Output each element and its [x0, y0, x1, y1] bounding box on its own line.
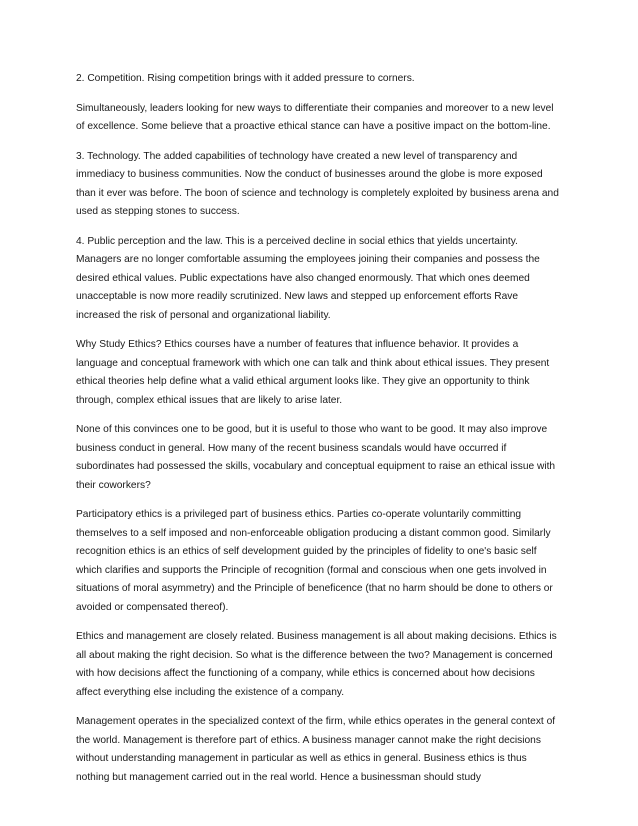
paragraph-technology: 3. Technology. The added capabilities of technology have created a new level of transparency and immediacy to business communities. Now the conduct of businesses around the globe is more exposed than it ever was before. The boon of science and technology is completely exploited by business arena and used as stepping stones to success. [76, 150, 559, 217]
document-body [76, 70, 562, 798]
paragraph-participatory-ethics: Participatory ethics is a privileged part of business ethics. Parties co-operate voluntarily committing themselves to a self imposed and non-enforceable obligation producing a distant common good. Similarly recognition ethics is an ethics of self development guided by the principles of fidelity to one's basic self which clarifies and supports the Principle of recognition (formal and conscious when one gets involved in situations of moral asymmetry) and the Principle of beneficence (that no harm should be done to others or avoided or compensated thereof). [76, 509, 553, 613]
paragraph-ethics-management: Ethics and management are closely related. Business management is all about making decisions. Ethics is all about making the right decision. So what is the difference between the two? Management is concerned with how decisions affect the functioning of a company, while ethics is concerned about how decisions affect everything else including the existence of a company. [76, 631, 557, 698]
paragraph-competition: 2. Competition. Rising competition brings with it added pressure to corners. [76, 73, 415, 84]
paragraph-differentiation: Simultaneously, leaders looking for new ways to differentiate their companies and moreover to a new level of excellence. Some believe that a proactive ethical stance can have a positive impact on the bottom-line. [76, 102, 554, 132]
paragraph-management-context: Management operates in the specialized context of the firm, while ethics operates in the general context of the world. Management is therefore part of ethics. A business manager cannot make the right decisions without understanding management in particular as well as ethics in general. Business ethics is thus nothing but management carried out in the real world. Hence a businessman should study [76, 716, 556, 783]
paragraph-public-perception: 4. Public perception and the law. This is a perceived decline in social ethics that yields uncertainty. Managers are no longer comfortable assuming the employees joining their companies and possess the desired ethical values. Public expectations have also changed enormously. That which ones deemed unacceptable is now more readily scrutinized. New laws and stepped up enforcement efforts Rave increased the risk of personal and organizational liability. [76, 235, 540, 321]
paragraph-why-study-ethics: Why Study Ethics? Ethics courses have a number of features that influence behavior. It provides a language and conceptual framework with which one can talk and think about ethical issues. They present ethical theories help define what a valid ethical argument looks like. They give an opportunity to think through, complex ethical issues that are likely to arise later. [76, 339, 550, 406]
paragraph-convince-good: None of this convinces one to be good, but it is useful to those who want to be good. It may also improve business conduct in general. How many of the recent business scandals would have occurred if subordinates had possessed the skills, vocabulary and conceptual equipment to raise an ethical issue with their coworkers? [76, 424, 556, 491]
